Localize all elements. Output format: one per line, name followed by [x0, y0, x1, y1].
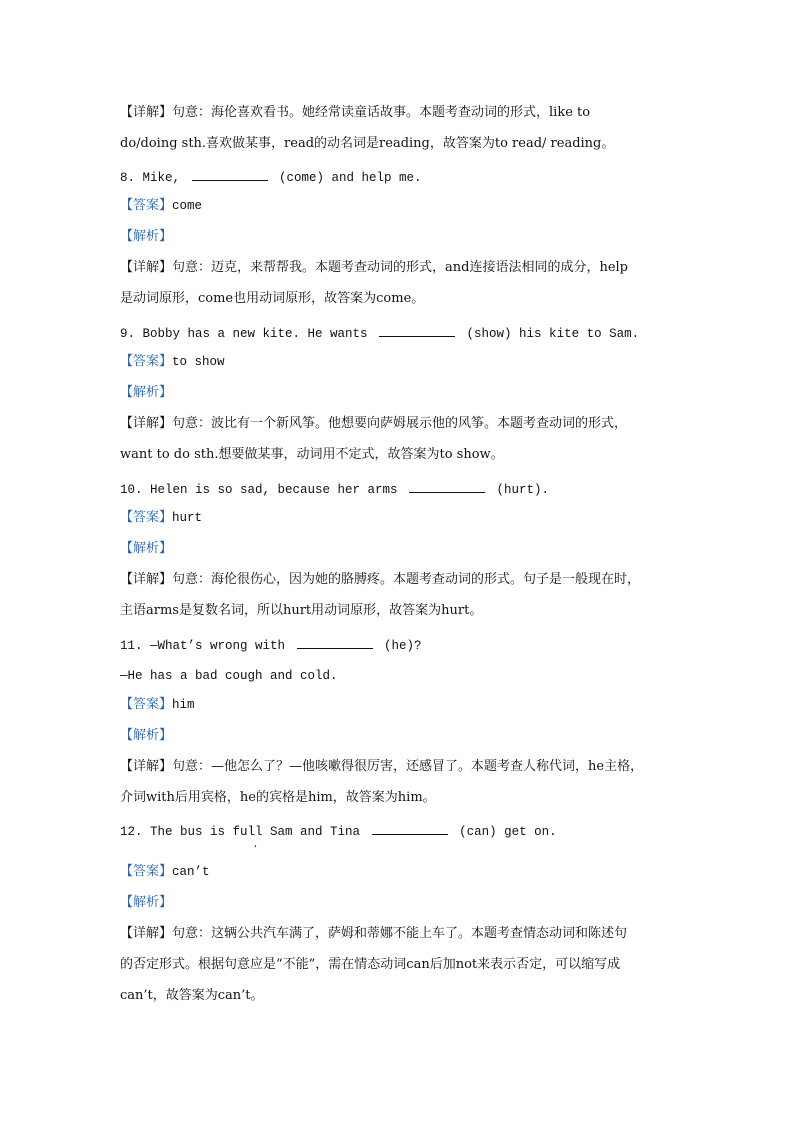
q11-detail-text1: 句意：—他怎么了？—他咳嗽得很厉害，还感冒了。本题考查人称代词，he主格， [172, 759, 644, 774]
q11-answer-line [120, 696, 195, 714]
q12-comma: , [254, 838, 258, 849]
q7-detail-line1 [120, 104, 590, 122]
detail-label: 【详解】 [120, 416, 173, 431]
q12-detail-text1: 句意：这辆公共汽车满了，萨姆和蒂娜不能上车了。本题考查情态动词和陈述句 [172, 926, 628, 941]
q9-answer: to show [172, 355, 225, 369]
q9-stem [120, 324, 639, 343]
q8-blank [192, 168, 268, 181]
q7-detail-text1: 句意：海伦喜欢看书。她经常读童话故事。本题考查动词的形式，like to [172, 105, 591, 120]
q12-detail-line2: 的否定形式。根据句意应是“不能”，需在情态动词can后加not来表示否定，可以缩写成 [120, 957, 621, 972]
q8-analysis-label: 【解析】 [120, 229, 173, 244]
answer-label: 【答案】 [120, 510, 173, 525]
detail-label: 【详解】 [120, 759, 173, 774]
q10-blank [409, 480, 485, 493]
q8-answer-line [120, 197, 202, 215]
q10-detail-text1: 句意：海伦很伤心，因为她的胳膊疼。本题考查动词的形式。句子是一般现在时， [172, 572, 641, 587]
q10-answer-line [120, 509, 202, 527]
q12-answer-line [120, 863, 210, 881]
detail-label: 【详解】 [120, 572, 173, 587]
q9-analysis-label: 【解析】 [120, 385, 173, 400]
q12-detail-line3: can’t，故答案为can’t。 [120, 988, 264, 1003]
detail-label: 【详解】 [120, 105, 173, 120]
q9-detail-line2: want to do sth.想要做某事，动词用不定式，故答案为to show。 [120, 447, 504, 462]
q11-answer: him [172, 698, 195, 712]
q9-detail-text1: 句意：波比有一个新风筝。他想要向萨姆展示他的风筝。本题考查动词的形式， [172, 416, 628, 431]
q10-analysis-label: 【解析】 [120, 541, 173, 556]
q10-answer: hurt [172, 511, 203, 525]
q12-analysis-label: 【解析】 [120, 895, 173, 910]
answer-label: 【答案】 [120, 697, 173, 712]
answer-label: 【答案】 [120, 198, 173, 213]
q11-stem-line2: —He has a bad cough and cold. [120, 669, 338, 683]
q11-analysis-label: 【解析】 [120, 728, 173, 743]
answer-label: 【答案】 [120, 864, 173, 879]
q10-detail-line2: 主语arms是复数名词，所以hurt用动词原形，故答案为hurt。 [120, 603, 483, 618]
q7-detail-line2: do/doing sth.喜欢做某事，read的动名词是reading，故答案为to read/ reading。 [120, 136, 615, 151]
q8-answer: come [172, 199, 203, 213]
q8-stem [120, 168, 422, 187]
q11-blank [297, 636, 373, 649]
q12-detail-line1 [120, 925, 627, 943]
detail-label: 【详解】 [120, 926, 173, 941]
q11-detail-line2: 介词with后用宾格，he的宾格是him，故答案为him。 [120, 790, 436, 805]
q12-stem-after: (can) get on. [451, 825, 557, 839]
detail-label: 【详解】 [120, 260, 173, 275]
q8-detail-line2: 是动词原形，come也用动词原形，故答案为come。 [120, 291, 425, 306]
q10-stem-before: 10. Helen is so sad, because her arms [120, 483, 406, 497]
q8-detail-text1: 句意：迈克，来帮帮我。本题考查动词的形式，and连接语法相同的成分，help [172, 260, 629, 275]
q8-detail-line1 [120, 259, 628, 277]
q11-stem [120, 636, 422, 655]
q12-blank [372, 822, 448, 835]
q11-stem-before: 11. —What’s wrong with [120, 639, 293, 653]
q8-stem-before: 8. Mike, [120, 171, 188, 185]
q11-stem-after: (he)? [376, 639, 422, 653]
q9-answer-line [120, 353, 225, 371]
q9-stem-after: (show) his kite to Sam. [459, 327, 640, 341]
q10-detail-line1 [120, 571, 640, 589]
q12-stem-before: 12. The bus is full [120, 825, 263, 839]
answer-label: 【答案】 [120, 354, 173, 369]
q9-stem-before: 9. Bobby has a new kite. He wants [120, 327, 376, 341]
q12-stem [120, 822, 557, 841]
q11-detail-line1 [120, 758, 643, 776]
q8-stem-after: (come) and help me. [271, 171, 422, 185]
q9-detail-line1 [120, 415, 627, 433]
q10-stem [120, 480, 549, 499]
q10-stem-after: (hurt). [489, 483, 550, 497]
q9-blank [379, 324, 455, 337]
q12-stem-mid: Sam and Tina [262, 825, 368, 839]
q12-answer: can’t [172, 865, 210, 879]
